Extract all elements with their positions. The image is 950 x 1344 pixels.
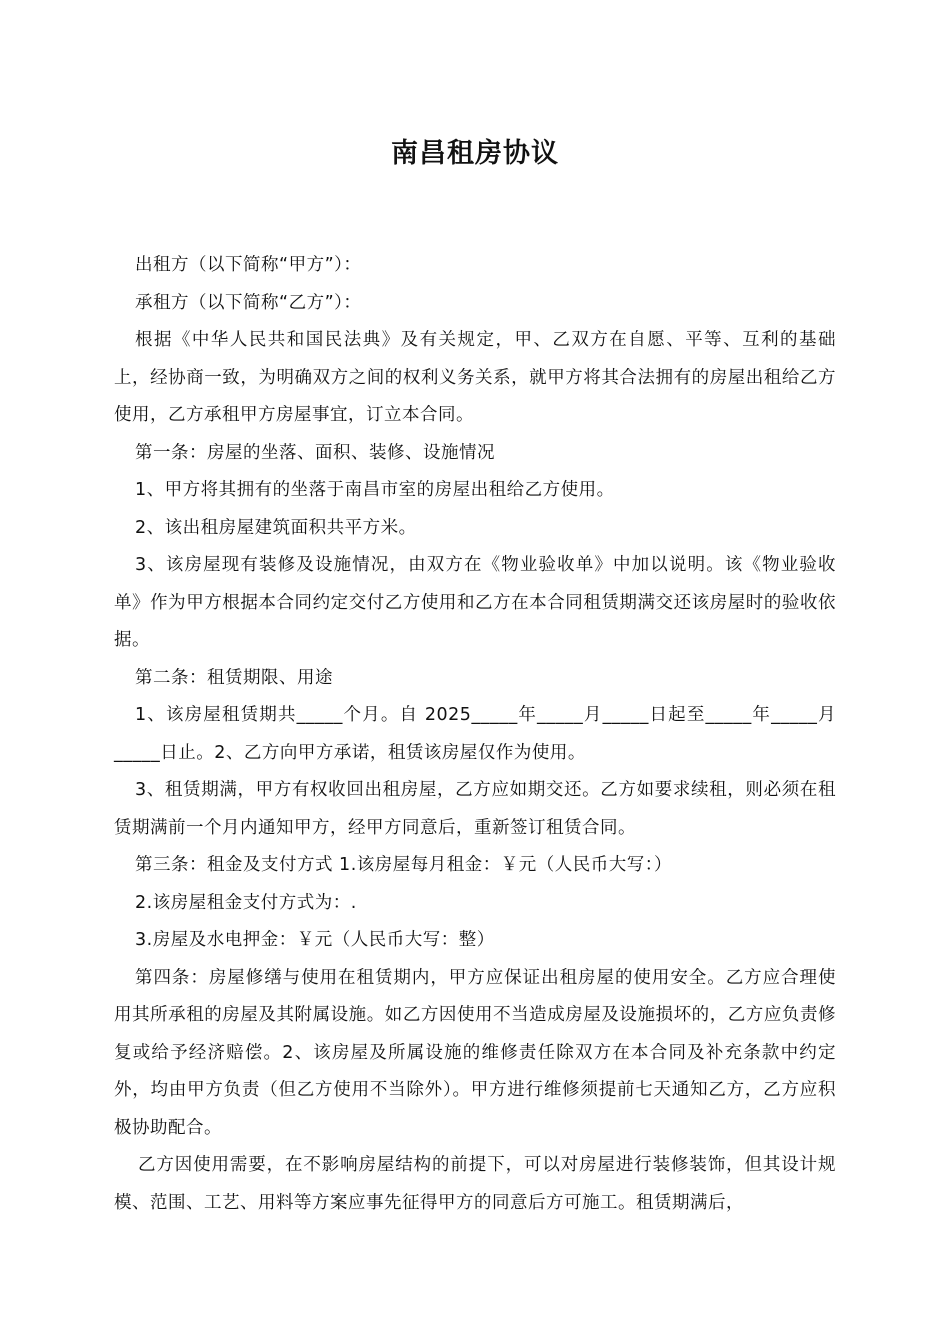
document-title: 南昌租房协议 — [391, 138, 559, 169]
article-1-clause-2: 2、该出租房屋建筑面积共平方米。 — [135, 517, 417, 538]
article-2-heading: 第二条：租赁期限、用途 — [135, 667, 333, 688]
renovation-paragraph: 乙方因使用需要，在不影响房屋结构的前提下，可以对房屋进行装修装饰，但其设计规模、范围、工艺、用料等方案应事先征得甲方的同意后方可施工。租赁期满后， — [114, 1155, 836, 1213]
article-1-clause-1: 1、甲方将其拥有的坐落于南昌市室的房屋出租给乙方使用。 — [135, 480, 615, 500]
lessor-line: 出租方（以下简称“甲方”）： — [135, 255, 362, 275]
article-3-clause-2: 2.该房屋租金支付方式为：. — [135, 892, 357, 913]
article-2-clause-3: 3、租赁期满，甲方有权收回出租房屋，乙方应如期交还。乙方如要求续租，则必须在租赁期满前一个月内通知甲方，经甲方同意后，重新签订租赁合同。 — [114, 780, 836, 838]
preamble-paragraph: 根据《中华人民共和国民法典》及有关规定，甲、乙双方在自愿、平等、互利的基础上，经协商一致，为明确双方之间的权利义务关系，就甲方将其合法拥有的房屋出租给乙方使用，乙方承租甲方房屋事宜，订立本合同。 — [114, 330, 836, 425]
article-4-paragraph: 第四条：房屋修缮与使用在租赁期内，甲方应保证出租房屋的使用安全。乙方应合理使用其所承租的房屋及其附属设施。如乙方因使用不当造成房屋及设施损坏的，乙方应负责修复或给予经济赔偿。2、该房屋及所属设施的维修责任除双方在本合同及补充条款中约定外，均由甲方负责（但乙方使用不当除外）。甲方进行维修须提前七天通知乙方，乙方应积极协助配合。 — [114, 967, 836, 1138]
article-1-heading: 第一条：房屋的坐落、面积、装修、设施情况 — [135, 442, 495, 463]
article-2-clause-1: 1、该房屋租赁期共_____个月。自 2025_____年_____月_____日起至_____年_____月_____日止。2、乙方向甲方承诺，租赁该房屋仅作为使用。 — [114, 705, 836, 763]
lessee-line: 承租方（以下简称“乙方”）： — [135, 292, 362, 313]
article-1-clause-3: 3、该房屋现有装修及设施情况，由双方在《物业验收单》中加以说明。该《物业验收单》作为甲方根据本合同约定交付乙方使用和乙方在本合同租赁期满交还该房屋时的验收依据。 — [114, 555, 836, 650]
article-3-heading: 第三条：租金及支付方式 1.该房屋每月租金：￥元（人民币大写：） — [135, 855, 673, 875]
article-3-clause-3: 3.房屋及水电押金：￥元（人民币大写：整） — [135, 930, 495, 950]
document-body — [114, 247, 836, 1222]
